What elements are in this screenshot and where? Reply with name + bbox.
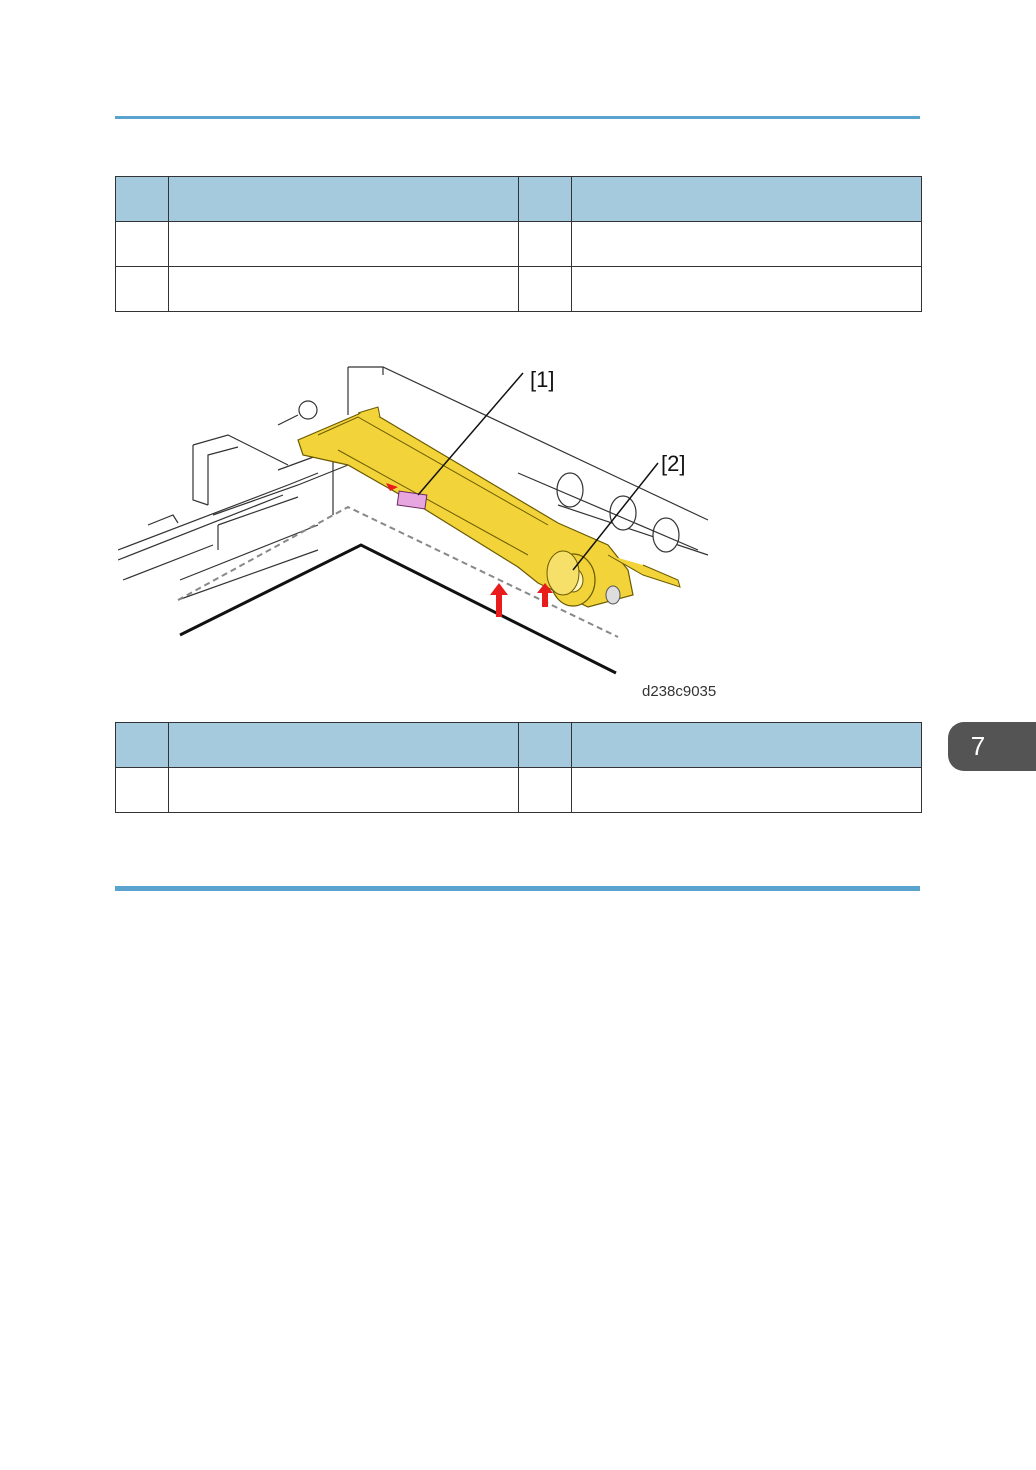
table-header-row: [116, 177, 922, 222]
callout-label-2: [2]: [661, 451, 686, 476]
header-cell: [169, 177, 519, 222]
header-cell: [169, 723, 519, 768]
table-row: [116, 222, 922, 267]
paper-feed-unit-illustration: [118, 355, 728, 705]
table-cell: [116, 768, 169, 813]
table-cell: [572, 267, 922, 312]
header-cell: [116, 177, 169, 222]
header-cell: [519, 177, 572, 222]
callout-label-1: [1]: [530, 367, 555, 392]
table-cell: [519, 267, 572, 312]
header-cell: [572, 723, 922, 768]
table-cell: [169, 267, 519, 312]
header-rule: [115, 116, 920, 119]
table-cell: [169, 768, 519, 813]
table-row: [116, 267, 922, 312]
table-row: [116, 768, 922, 813]
figure-id: d238c9035: [642, 683, 717, 700]
table-cell: [519, 768, 572, 813]
parts-table-2: [115, 722, 922, 813]
table-cell: [169, 222, 519, 267]
chapter-number: 7: [970, 731, 986, 761]
header-cell: [519, 723, 572, 768]
header-cell: [572, 177, 922, 222]
table-cell: [116, 222, 169, 267]
parts-table-1: [115, 176, 922, 312]
table-cell: [572, 768, 922, 813]
table-cell: [572, 222, 922, 267]
table-cell: [519, 222, 572, 267]
chapter-tab[interactable]: [948, 722, 1036, 771]
table-cell: [116, 267, 169, 312]
header-cell: [116, 723, 169, 768]
table-header-row: [116, 723, 922, 768]
section-rule: [115, 886, 920, 891]
gear-icon: [299, 401, 317, 419]
